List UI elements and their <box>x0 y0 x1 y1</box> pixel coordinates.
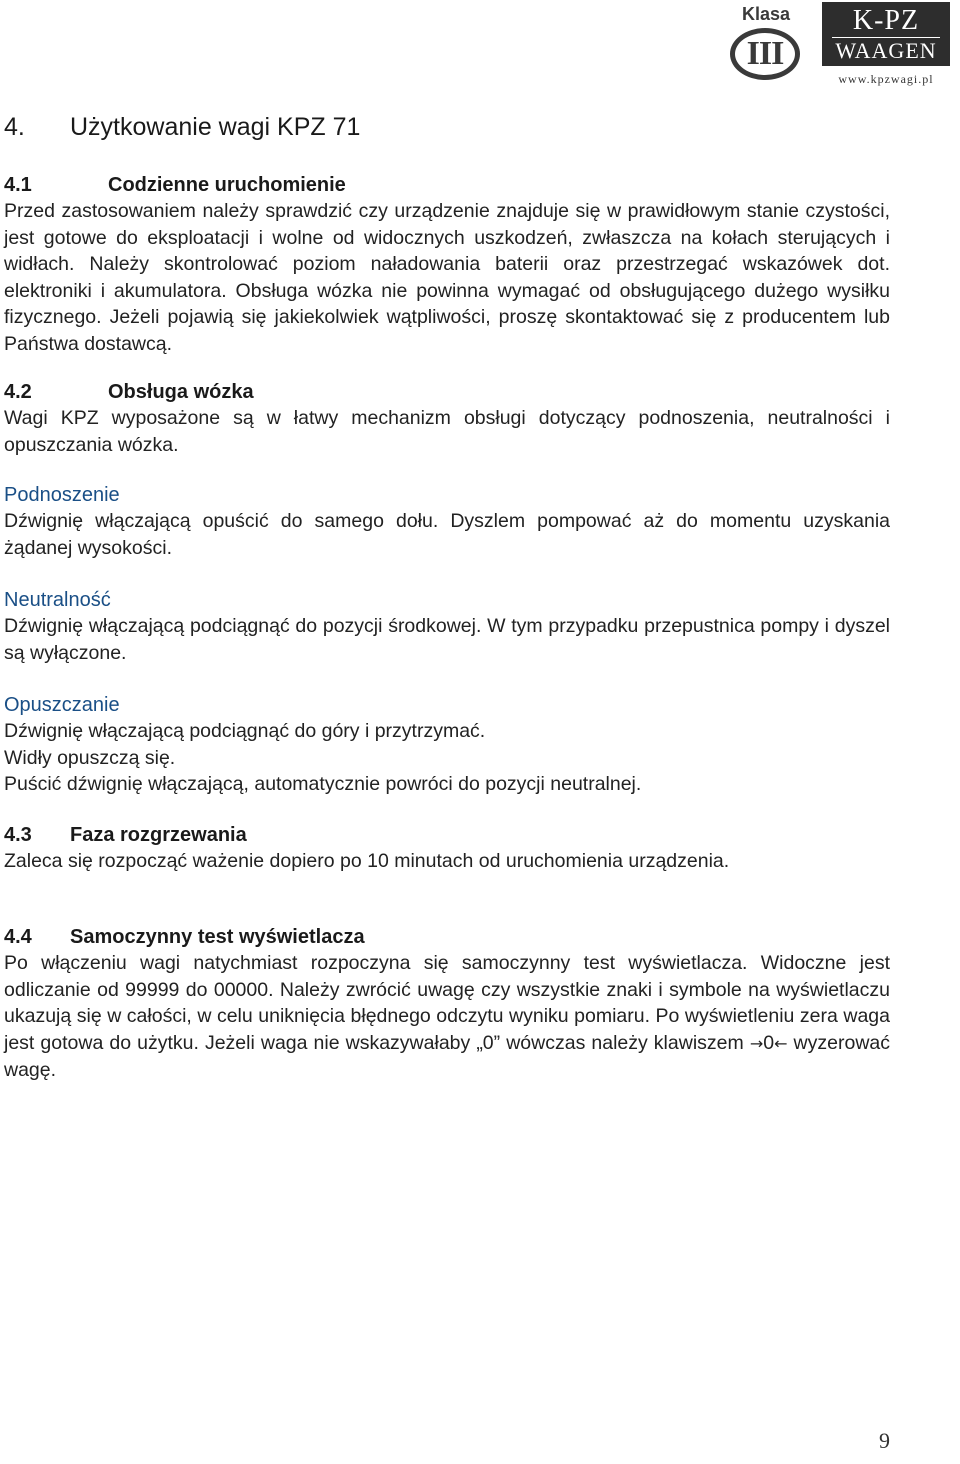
section-4-2 <box>4 379 890 798</box>
section-number: 4.1 <box>4 174 32 196</box>
section-title: Faza rozgrzewania <box>70 823 247 846</box>
section-title: Codzienne uruchomienie <box>108 174 346 196</box>
section-body <box>4 950 890 1084</box>
section-title: Samoczynny test wyświetlacza <box>70 926 365 948</box>
body-text-part-1: Po włączeniu wagi natychmiast rozpoczyna się samoczynny test wyświetlacza. Widoczne jest odliczanie od 99999 do 00000. Należy zwrócić uwagę czy wszystkie znaki i symbole na wyświetlaczu ukazują się w całości, w celu uniknięcia błędnego odczytu wyniku pomiaru. Po wyświetleniu zera waga jest gotowa do użytku. Jeżeli waga nie wskazywałaby „0” wówczas należy klawiszem <box>4 952 890 1054</box>
lowering-line-1: Dźwignię włączającą podciągnąć do góry i przytrzymać. <box>4 720 486 742</box>
arrow-right-icon: → <box>749 1033 764 1053</box>
kpz-waagen-logo <box>822 2 952 88</box>
zero-key-label: 0 <box>763 1031 775 1054</box>
subheading-lifting: Podnoszenie <box>4 484 120 506</box>
kpz-logo-line2: WAAGEN <box>835 37 937 63</box>
section-title: Obsługa wózka <box>108 381 254 403</box>
section-4-4 <box>4 924 890 1084</box>
body-text-part-2: wyzerować wagę. <box>4 1031 890 1081</box>
class-logo-oval <box>730 28 800 80</box>
lifting-body: Dźwignię włączającą opuścić do samego dołu. Dyszlem pompować aż do momentu uzyskania żądanej wysokości. <box>4 510 890 559</box>
header-logos <box>716 2 956 92</box>
chapter-number: 4. <box>4 113 25 141</box>
class-iii-logo <box>716 2 816 88</box>
neutral-body: Dźwignię włączającą podciągnąć do pozycji środkowej. W tym przypadku przepustnica pompy i dyszel są wyłączone. <box>4 615 890 664</box>
kpz-logo-box <box>822 2 950 66</box>
kpz-logo-url: www.kpzwagi.pl <box>838 72 934 86</box>
section-number: 4.2 <box>4 381 32 403</box>
chapter-heading <box>4 110 890 144</box>
section-heading <box>4 924 890 950</box>
chapter-title: Użytkowanie wagi KPZ 71 <box>70 113 361 141</box>
section-body: Wagi KPZ wyposażone są w łatwy mechanizm obsługi dotyczący podnoszenia, neutralności i opuszczania wózka. <box>4 407 890 456</box>
page-number: 9 <box>879 1428 890 1453</box>
section-heading <box>4 822 890 848</box>
lowering-line-2: Widły opuszczą się. <box>4 746 176 769</box>
class-logo-numeral: III <box>746 35 784 72</box>
section-heading <box>4 379 890 405</box>
document-body <box>4 110 890 1084</box>
section-4-3 <box>4 822 890 875</box>
class-logo-title: Klasa <box>741 4 791 24</box>
lowering-line-3: Puścić dźwignię włączającą, automatycznie powróci do pozycji neutralnej. <box>4 773 642 795</box>
section-body: Przed zastosowaniem należy sprawdzić czy urządzenie znajduje się w prawidłowym stanie czystości, jest gotowe do eksploatacji i wolne od widocznych uszkodzeń, zwłaszcza na kołach sterujących i widłach. Należy skontrolować poziom naładowania baterii oraz przestrzegać wskazówek dot. elektroniki i akumulatora. Obsługa wózka nie powinna wymagać od obsługującego dużego wysiłku fizycznego. Jeżeli pojawią się jakiekolwiek wątpliwości, proszę skontaktować się z producentem lub Państwa dostawcą. <box>4 200 890 355</box>
section-body: Zaleca się rozpocząć ważenie dopiero po 10 minutach od uruchomienia urządzenia. <box>4 849 730 872</box>
kpz-logo-line1: K-PZ <box>852 4 920 36</box>
subheading-neutral: Neutralność <box>4 589 111 611</box>
section-4-1 <box>4 172 890 357</box>
section-number: 4.4 <box>4 926 32 948</box>
arrow-left-icon: ← <box>774 1033 788 1053</box>
section-number: 4.3 <box>4 823 32 846</box>
subheading-lowering: Opuszczanie <box>4 694 120 716</box>
section-heading <box>4 172 890 198</box>
